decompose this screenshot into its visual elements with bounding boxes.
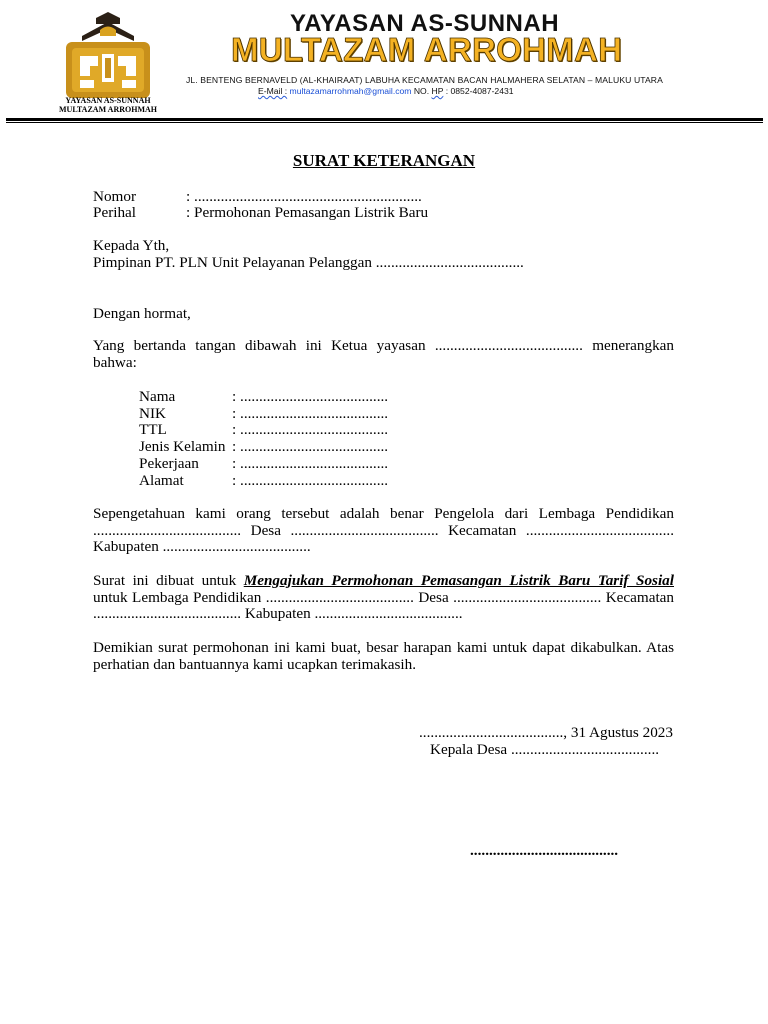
purpose-text-pre: Surat ini dibuat untuk <box>93 572 244 589</box>
signer-title: Kepala Desa ....................................... <box>430 741 660 758</box>
email-label: E-Mail : <box>258 86 288 96</box>
signer-name: ....................................... <box>470 842 619 859</box>
perihal-label: Perihal <box>93 204 137 221</box>
nomor-label: Nomor <box>93 188 137 205</box>
phone-number: : 0852-4087-2431 <box>443 86 514 96</box>
field-label-nik: NIK <box>139 405 166 422</box>
letterhead-divider-thin <box>6 122 763 123</box>
field-value-ttl: : ....................................... <box>232 421 389 438</box>
field-label-alamat: Alamat <box>139 472 184 489</box>
org-address: JL. BENTENG BERNAVELD (AL-KHAIRAAT) LABUHA KECAMATAN BACAN HALMAHERA SELATAN – MALUKU UTARA <box>186 75 663 85</box>
org-name-line1: YAYASAN AS-SUNNAH <box>290 10 560 37</box>
email-link[interactable]: multazamarrohmah@gmail.com <box>289 86 412 96</box>
logo-caption-1: YAYASAN AS-SUNNAH <box>65 96 151 105</box>
nomor-value: : ............................................................ <box>186 188 422 205</box>
field-label-nama: Nama <box>139 388 176 405</box>
field-value-nama: : ....................................... <box>232 388 389 405</box>
closing-paragraph: Demikian surat permohonan ini kami buat, besar harapan kami untuk dapat dikabulkan. Atas perhatian dan bantuannya kami ucapkan terimakasih. <box>93 639 674 673</box>
org-name-line2: MULTAZAM ARROHMAH <box>231 31 623 68</box>
field-value-jenis-kelamin: : ....................................... <box>232 438 389 455</box>
field-value-alamat: : ....................................... <box>232 472 389 489</box>
field-value-pekerjaan: : ....................................... <box>232 455 389 472</box>
acknowledgement-paragraph: Sepengetahuan kami orang tersebut adalah benar Pengelola dari Lembaga Pendidikan ....................................... Desa ....................................... Kecamatan ....................................... Kabupaten ....................................... <box>93 505 674 556</box>
phone-label-hp: HP <box>431 86 444 96</box>
field-value-nik: : ....................................... <box>232 405 389 422</box>
purpose-text-post: untuk Lembaga Pendidikan ....................................... Desa ....................................... Kecamatan ....................................... Kabupaten ....................................... <box>93 588 674 623</box>
field-label-jenis-kelamin: Jenis Kelamin <box>139 438 226 455</box>
field-label-pekerjaan: Pekerjaan <box>139 455 199 472</box>
place-date: ......................................, 31 Agustus 2023 <box>419 724 673 741</box>
purpose-paragraph <box>93 573 674 623</box>
intro-paragraph: Yang bertanda tangan dibawah ini Ketua yayasan ....................................... menerangkan bahwa: <box>93 337 674 371</box>
salutation: Dengan hormat, <box>93 305 191 322</box>
purpose-emphasis: Mengajukan Permohonan Pemasangan Listrik Baru Tarif Sosial <box>243 572 674 589</box>
logo-caption-2: MULTAZAM ARROHMAH <box>59 105 157 114</box>
perihal-value: : Permohonan Pemasangan Listrik Baru <box>186 204 429 221</box>
addressee-name: Pimpinan PT. PLN Unit Pelayanan Pelanggan ....................................... <box>93 254 524 271</box>
addressee-greeting: Kepada Yth, <box>93 237 170 254</box>
phone-label-pre: NO. <box>411 86 432 96</box>
letter-title: SURAT KETERANGAN <box>292 151 476 170</box>
foundation-logo <box>52 10 164 114</box>
field-label-ttl: TTL <box>139 421 167 438</box>
org-contact <box>258 86 514 96</box>
letterhead-divider-thick <box>6 118 763 121</box>
